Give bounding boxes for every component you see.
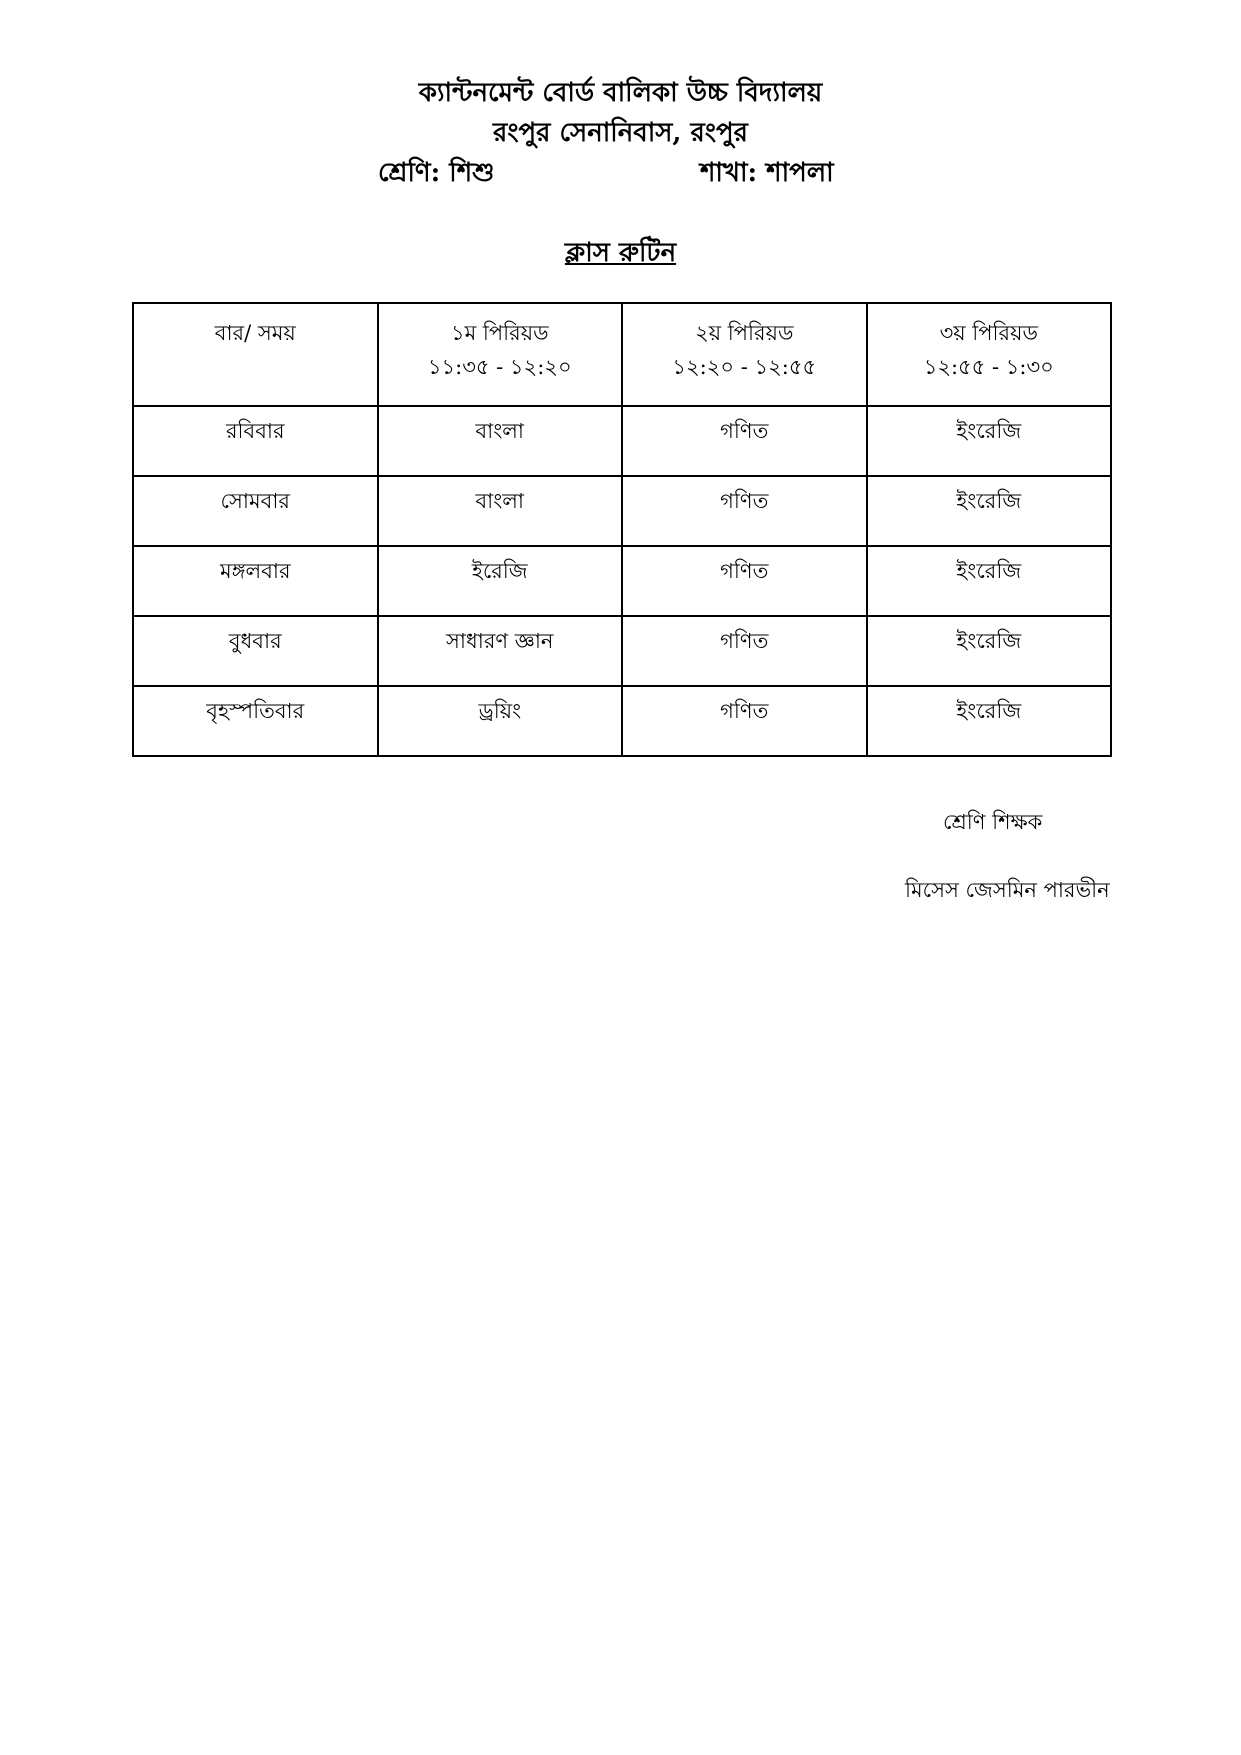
period-3-cell: ইংরেজি bbox=[867, 616, 1112, 686]
period-2-cell: গণিত bbox=[622, 476, 867, 546]
column-header-period-3 bbox=[867, 303, 1112, 406]
column-title: ৩য় পিরিয়ড bbox=[939, 321, 1038, 345]
period-2-cell: গণিত bbox=[622, 616, 867, 686]
column-time: ১২:৫৫ - ১:৩০ bbox=[923, 355, 1054, 379]
column-title: ২য় পিরিয়ড bbox=[695, 321, 794, 345]
period-1-cell: ইরেজি bbox=[378, 546, 623, 616]
period-2-cell: গণিত bbox=[622, 406, 867, 476]
routine-table bbox=[132, 302, 1112, 757]
routine-title: ক্লাস রুটিন bbox=[564, 238, 677, 268]
column-header-period-1 bbox=[378, 303, 623, 406]
column-title: বার/ সময় bbox=[214, 321, 296, 345]
period-2-cell: গণিত bbox=[622, 686, 867, 756]
period-1-cell: বাংলা bbox=[378, 406, 623, 476]
day-cell: সোমবার bbox=[133, 476, 378, 546]
table-row bbox=[133, 546, 1111, 616]
period-1-cell: বাংলা bbox=[378, 476, 623, 546]
column-time: ১১:৩৫ - ১২:২০ bbox=[427, 355, 572, 379]
day-cell: রবিবার bbox=[133, 406, 378, 476]
column-title: ১ম পিরিয়ড bbox=[450, 321, 549, 345]
class-teacher-title: শ্রেণি শিক্ষক bbox=[943, 810, 1043, 834]
period-3-cell: ইংরেজি bbox=[867, 546, 1112, 616]
table-row bbox=[133, 476, 1111, 546]
section-label: শাখা: শাপলা bbox=[700, 158, 834, 188]
school-name: ক্যান্টনমেন্ট বোর্ড বালিকা উচ্চ বিদ্যালয় bbox=[418, 78, 823, 108]
period-3-cell: ইংরেজি bbox=[867, 476, 1112, 546]
day-cell: মঙ্গলবার bbox=[133, 546, 378, 616]
class-teacher-name: মিসেস জেসমিন পারভীন bbox=[905, 878, 1110, 902]
class-label: শ্রেণি: শিশু bbox=[378, 158, 495, 188]
table-row bbox=[133, 686, 1111, 756]
day-cell: বুধবার bbox=[133, 616, 378, 686]
day-cell: বৃহস্পতিবার bbox=[133, 686, 378, 756]
column-time: ১২:২০ - ১২:৫৫ bbox=[672, 355, 817, 379]
school-address: রংপুর সেনানিবাস, রংপুর bbox=[493, 118, 748, 148]
table-header-row bbox=[133, 303, 1111, 406]
table-row bbox=[133, 406, 1111, 476]
period-3-cell: ইংরেজি bbox=[867, 406, 1112, 476]
period-3-cell: ইংরেজি bbox=[867, 686, 1112, 756]
table-row bbox=[133, 616, 1111, 686]
column-header-day-time bbox=[133, 303, 378, 406]
period-1-cell: ড্রয়িং bbox=[378, 686, 623, 756]
column-header-period-2 bbox=[622, 303, 867, 406]
period-1-cell: সাধারণ জ্ঞান bbox=[378, 616, 623, 686]
period-2-cell: গণিত bbox=[622, 546, 867, 616]
